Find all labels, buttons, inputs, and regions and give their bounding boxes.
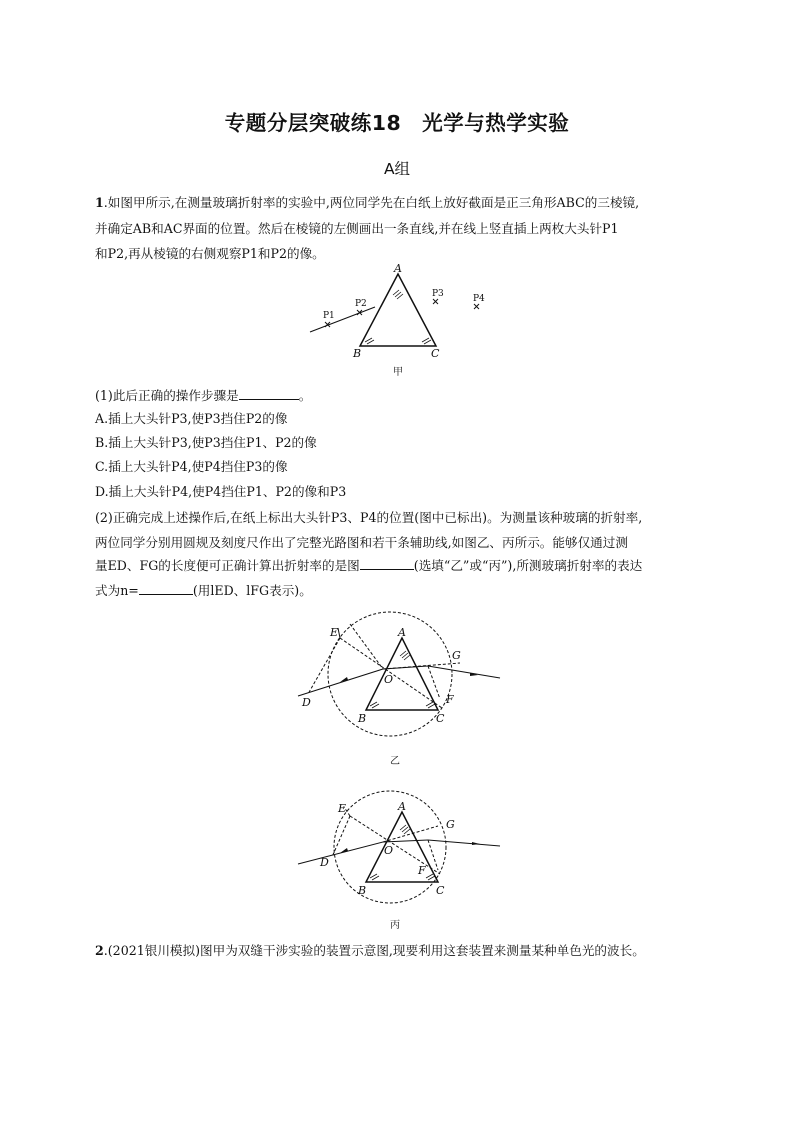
option-d: D.插上大头针P4,使P4挡住P1、P2的像和P3: [95, 484, 347, 499]
q1-part2-line-1: (2)正确完成上述操作后,在纸上标出大头针P3、P4的位置(图中已标出)。为测量该种玻璃的折射率,: [95, 510, 643, 525]
figure-jia: [305, 262, 505, 377]
q1-line-2: 并确定AB和AC界面的位置。然后在棱镜的左侧画出一条直线,并在线上竖直插上两枚大头针P1: [95, 221, 619, 236]
q1-part2-line-3a: 量ED、FG的长度便可正确计算出折射率的是图: [95, 558, 360, 573]
label-B-bing: B: [358, 884, 367, 897]
caption-bing: 丙: [390, 920, 400, 931]
label-E-yi: E: [330, 626, 339, 639]
q1-part2-line-2: 两位同学分别用圆规及刻度尺作出了完整光路图和若干条辅助线,如图乙、丙所示。能够仅通过测: [95, 535, 628, 550]
answer-blank-1[interactable]: [239, 387, 299, 400]
q1-part1-stem-end: 。: [298, 388, 312, 403]
caption-jia: 甲: [393, 367, 403, 378]
answer-blank-2[interactable]: [360, 557, 414, 570]
q1-part2-line-4b: (用lED、lFG表示)。: [192, 583, 312, 598]
caption-yi: 乙: [390, 756, 400, 767]
label-D-yi: D: [302, 696, 311, 709]
q1-part2-line-4: [95, 582, 312, 600]
prism-jia: [360, 274, 436, 346]
label-F-bing: F: [418, 864, 426, 877]
q1-text-1: .如图甲所示,在测量玻璃折射率的实验中,两位同学先在白纸上放好截面是正三角形ABC的三棱镜,: [103, 195, 640, 210]
answer-blank-3[interactable]: [139, 582, 193, 595]
page-title: 专题分层突破练18 光学与热学实验: [224, 111, 570, 135]
incident-ray-bing: [298, 842, 383, 864]
q1-part1-stem-text: (1)此后正确的操作步骤是: [95, 388, 239, 403]
label-F-yi: F: [446, 693, 454, 706]
label-C: C: [431, 347, 440, 360]
label-G-bing: G: [446, 818, 455, 831]
label-C-bing: C: [436, 884, 445, 897]
label-O-yi: O: [384, 673, 394, 686]
q2-text: .(2021银川模拟)图甲为双缝干涉实验的装置示意图,现要利用这套装置来测量某种单色光的波长。: [103, 943, 645, 958]
incident-ray-yi: [298, 669, 383, 696]
q1-number: 1: [95, 195, 104, 210]
q1-part2-line-3b: (选填“乙”或“丙”),所测玻璃折射率的表达: [413, 558, 643, 573]
label-C-yi: C: [436, 712, 445, 725]
q2-line: [95, 942, 645, 960]
label-A-yi: A: [398, 626, 406, 639]
option-c: C.插上大头针P4,使P4挡住P3的像: [95, 459, 288, 474]
figure-yi: [290, 606, 505, 770]
option-a: A.插上大头针P3,使P3挡住P2的像: [95, 411, 288, 426]
q1-part2-line-3: [95, 557, 642, 575]
label-P3: P3: [432, 289, 444, 299]
label-B: B: [353, 347, 362, 360]
q1-line-3: 和P2,再从棱镜的右侧观察P1和P2的像。: [95, 246, 325, 261]
hatch-yi: [370, 651, 435, 708]
q1-line-1: [95, 194, 639, 212]
label-E-bing: E: [338, 802, 347, 815]
label-D-bing: D: [320, 856, 329, 869]
q1-part1-stem: [95, 387, 311, 405]
label-A-bing: A: [398, 800, 406, 813]
pin-marks: [325, 299, 479, 327]
exit-ray-bing: [428, 840, 500, 846]
q2-number: 2: [95, 943, 104, 958]
label-G-yi: G: [452, 649, 461, 662]
label-P1: P1: [323, 311, 335, 321]
label-O-bing: O: [384, 844, 394, 857]
label-P2: P2: [355, 299, 367, 309]
figure-bing: [290, 790, 505, 932]
exit-ray-yi: [428, 666, 500, 678]
incident-line: [310, 307, 375, 332]
label-A: A: [394, 262, 402, 275]
label-B-yi: B: [358, 712, 367, 725]
q1-part2-line-4a: 式为n=: [95, 583, 139, 598]
prism-yi: [366, 638, 438, 710]
option-b: B.插上大头针P3,使P3挡住P1、P2的像: [95, 435, 317, 450]
label-P4: P4: [473, 294, 485, 304]
group-heading: A组: [383, 160, 411, 178]
prism-bing: [366, 812, 438, 882]
